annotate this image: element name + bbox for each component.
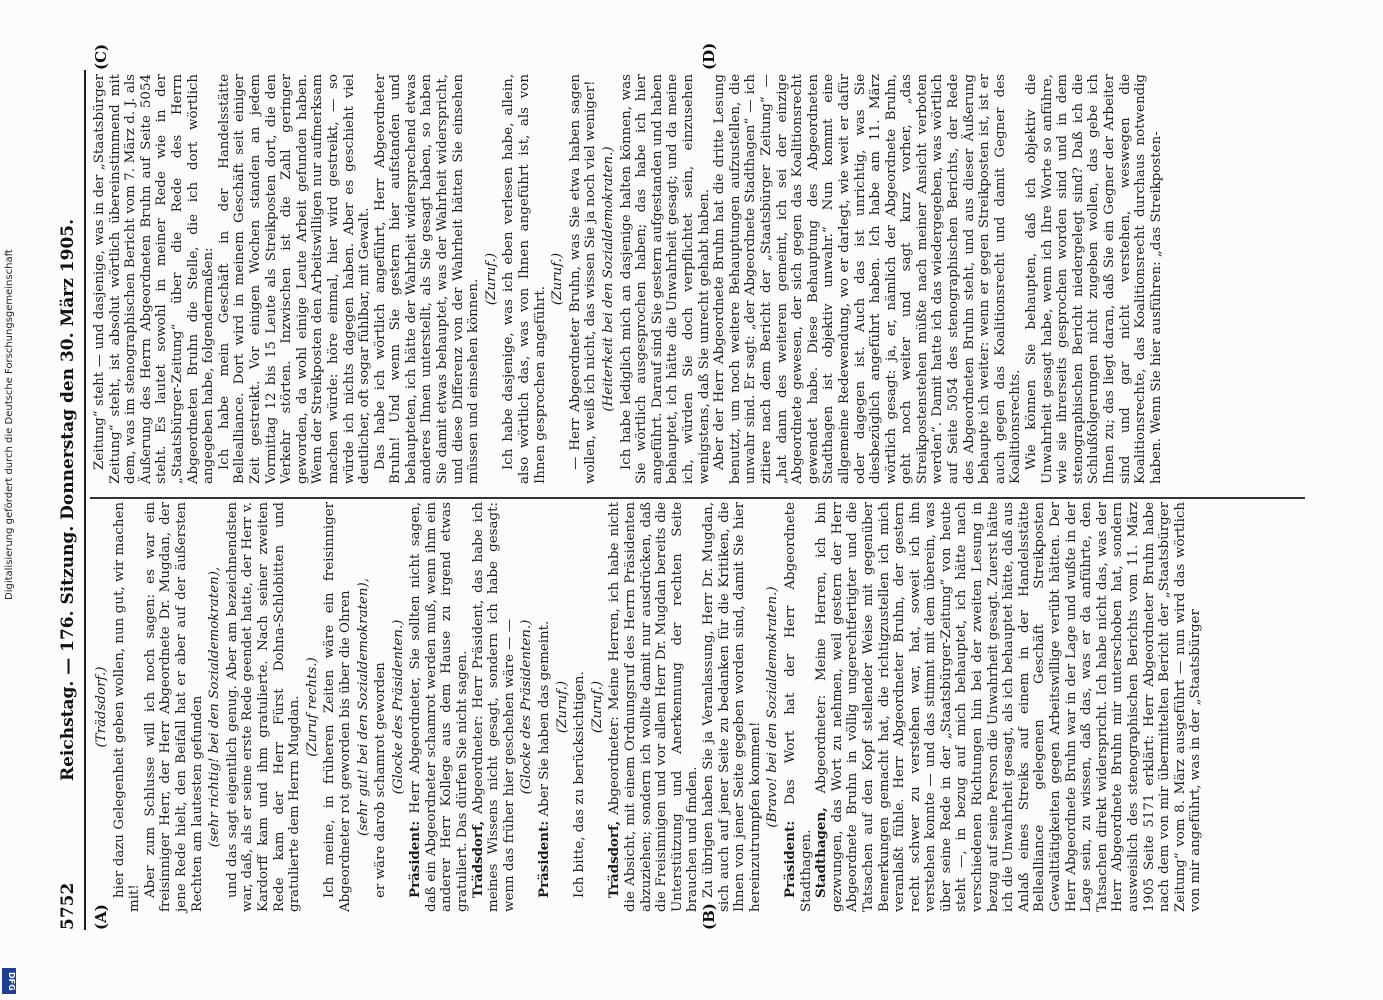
paragraph-text: Zeitung“ steht — und dasjenige, was in der „Staatsbürger Zeitung“ steht, ist absolut wörtlich übereinstimmend mit dem, was im stenographischen Bericht vom 7. März d. J. als Äußerung des Herrn Abgeordneten Bruhn auf Seite 5054 steht. Es lautet sowohl in meiner Rede wie in der „Staatsbürger-Zeitung“ über die Rede des Herrn Abgeordneten Bruhn die Stelle, die ich dort wörtlich angegeben habe, folgendermaßen:	[92, 74, 217, 484]
stage-direction: (Zuruf.)	[550, 252, 566, 306]
page-title: Reichstag. — 176. Sitzung. Donnerstag den 30. März 1905.	[58, 218, 78, 782]
speaker-name: Präsident:	[536, 820, 553, 898]
paragraph	[568, 74, 599, 484]
column-divider	[90, 497, 1305, 499]
margin-mark-a: (A)	[92, 904, 110, 930]
header-rule	[84, 70, 86, 930]
paragraph	[143, 502, 205, 912]
margin-mark-b: (B)	[700, 903, 718, 930]
paragraph-text: Wie können Sie behaupten, daß ich objektiv die Unwahrheit gesagt habe, wenn ich Ihre Worte so anführe, wie sie ihrerseits gesprochen worden sind und in dem stenographischen Bericht niedergelegt sind? Daß ich die Schlußfolgerungen nicht zugeben wollen, das gebe ich Ihnen zu; das liegt daran, daß Sie ein Gegner der Arbeiter sind und gar nicht verstehen, weswegen die Koalitionsrechte, das Koalitionsrecht durchaus notwendig haben. Wenn Sie hier ausführen: „das Streikposten-	[1024, 74, 1164, 484]
stage-direction: (Trädsdorf.)	[94, 666, 109, 748]
paragraph	[1024, 74, 1164, 484]
paragraph-text: Ich habe mein Geschäft in der Handelsstätte Bellealliance. Dort wird in meinem Geschäft seit einiger Zeit gestreikt. Vor einigen Wochen standen an jedem Vormittag 12 bis 15 Leute als Streikposten dort, die den Verkehr störten. Inzwischen ist die Zahl geringer geworden, da wohl einige Leute Arbeit gefunden haben. Wenn der Streikposten den Arbeitswilligen nur aufmerksam machen würde: höre einmal, hier wird gestreikt, — so würde ich nichts dagegen haben. Aber es geschieht viel deutlicher, oft sogar fühlbar, mit Gewalt.	[216, 74, 373, 484]
paragraph	[712, 74, 1024, 484]
stage-direction: (Bravo! bei den Sozialdemokraten.)	[765, 586, 781, 828]
paragraph	[471, 502, 518, 912]
paragraph-text: Abgeordneter: Meine Herren, ich bin gezwungen, das Wort zu nehmen, weil gestern der Herr Abgeordnete Bruhn in völlig ungerechtfertigter und die Tatsachen auf den Kopf stellender Weise mit gegenüber Bemerkungen gemacht hat, die richtigzustellen ich mich veranlaßt fühle. Herr Abgeordneter Bruhn, der gestern recht schwer zu verstehen war, hat, soweit ich ihn verstehen konnte — und das stimmt mit dem überein, was über seine Rede in der „Staatsbürger-Zeitung“ von heute steht —, in bezug auf mich behauptet, ich hätte nach verschiedenen Richtungen hin bei der zweiten Lesung in bezug auf seine Person die Unwahrheit gesagt. Zuerst hätte ich die Unwahrheit gesagt, als ich behauptet hätte, daß aus Anlaß eines Streiks auf einem in der Handelsstätte Bellealliance gelegenen Geschäft Streikposten Gewalttätigkeiten gegen Arbeitswillige verübt hätten. Der Herr Abgeordnete Bruhn war in der Lage und wußte in der Lage sein, zu wissen, daß das, was er da anführte, den Tatsachen direkt widerspricht. Ich habe nicht das, was der Herr Abgeordnete Bruhn mir unterschoben hat, sondern ausweislich des stenographischen Berichts vom 11. März 1905 Seite 5171 erklärt: Herr Abgeordneter Bruhn habe nach dem von mir übermittelten Bericht der „Staatsbürger Zeitung“ vom 8. März ausgeführt — nun wird das wörtlich von mir angeführt, was in der „Staatsbürger	[814, 502, 1204, 912]
margin-mark-d: (D)	[700, 42, 718, 70]
paragraph-text: Aber Sie haben das gemeint.	[537, 620, 553, 817]
stage-direction: (Glocke des Präsidenten.)	[519, 619, 535, 795]
speaker-name: Präsident:	[781, 820, 798, 898]
stage-direction: (Zuruf.)	[589, 680, 605, 734]
paragraph-text: Aber zum Schlusse will ich noch sagen: es war ein freisinniger Herr, der Herr Abgeordnete Dr. Mugdan, der jene Rede hielt, den Beifall hat er aber auf der äußersten Rechten am lautesten gefunden	[142, 502, 205, 912]
stage-direction: (Zuruf.)	[554, 680, 570, 734]
digitization-credit: Digitalisierung gefördert durch die Deutsche Forschungsgemeinschaft	[4, 249, 15, 600]
stage-direction: (sehr richtig! bei den Sozialdemokraten),	[207, 566, 223, 848]
paragraph	[92, 74, 217, 484]
page-header	[58, 70, 82, 930]
paragraph-text: Abgeordneter: Meine Herren, ich habe nicht die Absicht, mit einem Ordnungsruf des Herrn Präsidenten abzuziehen; sondern ich wollte damit nur ausdrücken, daß die Freisinnigen und vor allem Herr Dr. Mugdan bereits die Unterstützung und Anerkennung der rechten Seite brauchen und finden.	[607, 502, 701, 912]
paragraph-text: Zu übrigen haben Sie ja Veranlassung, Herr Dr. Mugdan, sich auch auf jener Seite zu bedanken für die Kritiken, die Ihnen von jener Seite gegeben worden sind, damit Sie hier hereinzutrumpfen kommen!	[700, 502, 763, 912]
paragraph-text: Ich habe lediglich mich an dasjenige halten können, was Sie wörtlich ausgesprochen haben; das habe ich hier angeführt. Darauf sind Sie gestern aufgestanden und haben behauptet, ich hätte die Unwahrheit gesagt; und da meine ich, würden Sie doch verpflichtet sein, einzusehen wenigstens, daß Sie unrecht gehabt haben.	[618, 74, 712, 484]
paragraph-text: Das Wort hat der Herr Abgeordnete Stadthagen.	[782, 502, 814, 912]
paragraph	[217, 74, 373, 484]
paragraph-text: — Herr Abgeordneter Bruhn, was Sie etwa haben sagen wollen, weiß ich nicht, das wissen Sie ja noch viel weniger!	[567, 74, 599, 484]
paragraph	[501, 74, 548, 484]
stage-direction: (Zuruf rechts.)	[304, 657, 320, 757]
stage-direction: (Glocke des Präsidenten.)	[390, 619, 406, 795]
right-column	[92, 74, 1164, 484]
speaker-name: Trädsdorf,	[606, 820, 623, 898]
paragraph	[783, 502, 814, 912]
paragraph	[701, 502, 763, 912]
paragraph-text: Herr Abgeordneter, Sie sollten nicht sagen, daß ein Abgeordneter schamrot werden muß, wenn ihm ein anderer Herr Kollege aus dem Hause zu irgend etwas gratuliert. Das dürfen Sie nicht sagen.	[408, 502, 471, 912]
left-column	[92, 502, 1204, 912]
paragraph-text: Ich habe dasjenige, was ich eben verlesen habe, allein, also wörtlich das, was von Ihnen angeführt ist, als von Ihnen gesprochen angeführt.	[501, 74, 548, 484]
paragraph-text: hier dazu Gelegenheit geben wollen, nun gut, wir machen mit!	[111, 502, 143, 912]
page-number: 5752	[58, 882, 78, 930]
paragraph	[225, 502, 303, 912]
stage-direction: (Zuruf.)	[483, 252, 499, 306]
paragraph-text: Das habe ich wörtlich angeführt, Herr Abgeordneter Bruhn! Und wenn Sie gestern hier aufstanden und behaupteten, ich hätte der Wahrheit widersprechend etwas anderes Ihnen unterstellt, als Sie gesagt haben, so haben Sie damit etwas behauptet, was der Wahrheit widerspricht, und diese Differenz von der Wahrheit hätten Sie einsehen müssen und einsehen können.	[372, 74, 482, 484]
margin-mark-c: (C)	[92, 43, 110, 70]
paragraph-text: Abgeordneter: Herr Präsident, das habe ich meines Wissens nicht gesagt, sondern ich habe gesagt: wenn das früher hier geschehen wäre — —	[470, 502, 517, 912]
paragraph	[607, 502, 701, 912]
paragraph	[537, 502, 553, 912]
paragraph-text: Ich meine, in früheren Zeiten wäre ein freisinniger Abgeordneter rot geworden bis über die Ohren	[322, 502, 353, 912]
dfg-logo: DFG	[2, 968, 16, 994]
paragraph-text: Ich bitte, das zu berücksichtigen.	[572, 671, 588, 898]
paragraph	[619, 74, 713, 484]
paragraph	[814, 502, 1204, 912]
stage-direction: (sehr gut! bei den Sozialdemokraten),	[355, 578, 371, 836]
paragraph	[322, 502, 353, 912]
stage-direction: (Heiterkeit bei den Sozialdemokraten.)	[601, 146, 616, 412]
speaker-name: Trädsdorf,	[469, 820, 486, 898]
paragraph	[572, 502, 588, 912]
paragraph	[373, 74, 482, 484]
paragraph	[112, 502, 143, 912]
speaker-name: Stadthagen,	[813, 807, 830, 898]
paragraph-text: er wäre darob schamrot geworden	[373, 662, 389, 898]
paragraph	[373, 502, 389, 912]
paragraph-text: und das sagt eigentlich genug. Aber am bezeichnendsten war, daß, als er seine erste Rede geendet hatte, der Herr v. Kardorff kam und ihm gratulierte. Nach seiner zweiten Rede kam der Herr Fürst Dohna-Schlobitten und gratulierte dem Herrn Mugdan.	[224, 502, 303, 912]
speaker-name: Präsident:	[407, 820, 424, 898]
paragraph-text: Aber der Herr Abgeordnete Bruhn hat die dritte Lesung benutzt, um noch weitere Behauptungen aufzustellen, die unwahr sind. Er sagt: „der Abgeordnete Stadthagen“ — ich zitiere nach dem Bericht der „Staatsbürger Zeitung“ — „hat dann des weiteren gemeint, ich sei der einzige Abgeordnete gewesen, der sich gegen das Koalitionsrecht gewendet habe. Diese Behauptung des Abgeordneten Stadthagen ist objektiv unwahr.“ Nun kommt eine allgemeine Redewendung, wo er darlegt, wie weit er dafür oder dagegen ist. Auch das ist unrichtig, was Sie diesbezüglich angeführt haben. Ich habe am 11. März wörtlich gesagt: ja, er, nämlich der Abgeordnete Bruhn, geht noch weiter und sagt kurz vorher, „das Streikpostenstehen müßte nach meiner Ansicht verboten werden“. Damit hatte ich das wiedergegeben, was wörtlich auf Seite 5054 des stenographischen Berichts, der Rede des Abgeordneten Bruhn steht, und aus dieser Äußerung behaupte ich weiter: wenn er gegen Streikposten ist, ist er auch gegen das Koalitionsrecht und damit Gegner des Koalitionsrechts.	[712, 74, 1024, 484]
paragraph	[408, 502, 470, 912]
